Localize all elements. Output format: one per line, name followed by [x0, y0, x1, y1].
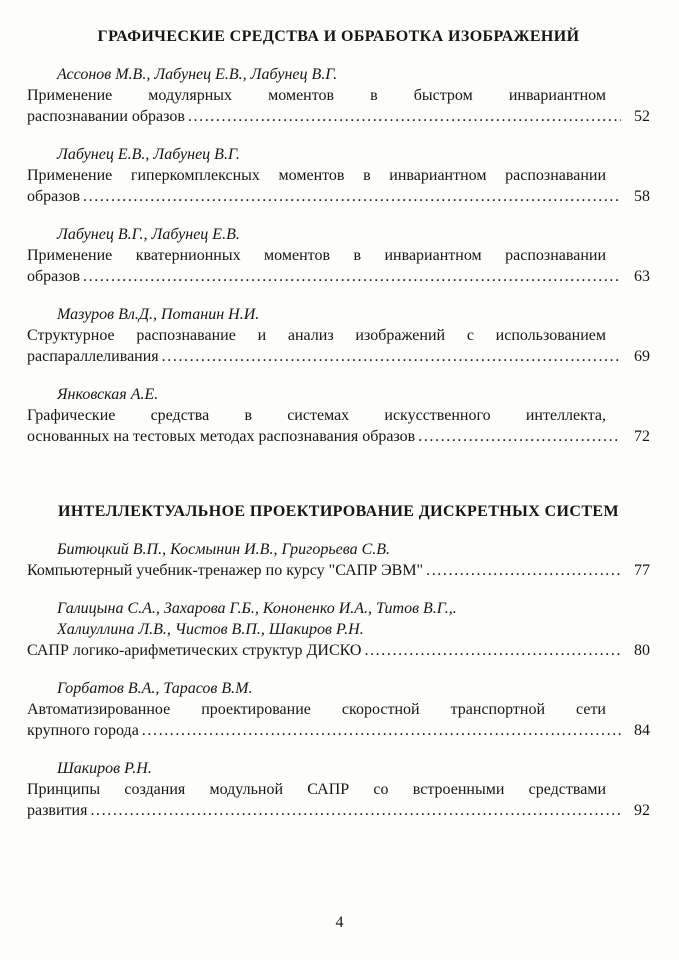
toc-entry — [27, 598, 650, 661]
dots-leader — [418, 426, 621, 447]
dots-leader — [90, 800, 621, 821]
section-heading: ГРАФИЧЕСКИЕ СРЕДСТВА И ОБРАБОТКА ИЗОБРАЖЕНИЙ — [97, 28, 580, 45]
title-last-line — [27, 800, 650, 821]
author-line: Галицына С.А., Захарова Г.Б., Кононенко И.А., Титов В.Г.,. — [57, 600, 457, 617]
page-number: 92 — [634, 802, 650, 819]
toc-entry — [27, 144, 650, 207]
section-discrete-systems — [27, 501, 650, 821]
section-heading: ИНТЕЛЛЕКТУАЛЬНОЕ ПРОЕКТИРОВАНИЕ ДИСКРЕТНЫХ СИСТЕМ — [57, 503, 620, 520]
dots-leader — [142, 720, 621, 741]
page-number: 63 — [634, 268, 650, 285]
dots-leader — [188, 106, 621, 127]
title-line: Автоматизированное проектирование скоростной транспортной сети — [27, 701, 606, 718]
toc-entry — [27, 678, 650, 741]
title-line: Графические средства в системах искусственного интеллекта, — [27, 407, 606, 424]
toc-entry — [27, 224, 650, 287]
toc-entry — [27, 304, 650, 367]
author-line: Горбатов В.А., Тарасов В.М. — [57, 680, 253, 697]
dots-leader — [364, 640, 621, 661]
title-text: образов — [27, 188, 81, 205]
dots-leader — [83, 266, 621, 287]
page-number: 77 — [634, 562, 650, 579]
title-last-line — [27, 186, 650, 207]
author-line: Мазуров Вл.Д., Потанин Н.И. — [57, 306, 260, 323]
toc-entry — [27, 384, 650, 447]
title-text: основанных на тестовых методах распознавания образов — [27, 428, 416, 445]
title-text: развития — [27, 802, 88, 819]
author-line: Битюцкий В.П., Космынин И.В., Григорьева С.В. — [57, 541, 391, 558]
title-last-line — [27, 346, 650, 367]
title-line: Применение кватернионных моментов в инвариантном распознавании — [27, 247, 606, 264]
title-text: образов — [27, 268, 81, 285]
title-last-line — [27, 106, 650, 127]
author-line: Лабунец Е.В., Лабунец В.Г. — [57, 146, 240, 163]
folio-page-number: 4 — [335, 914, 344, 931]
author-line: Янковская А.Е. — [57, 386, 159, 403]
page-number: 80 — [634, 642, 650, 659]
title-text: распознавании образов — [27, 108, 185, 125]
title-last-line — [27, 560, 650, 581]
section-graphics — [27, 26, 650, 447]
title-last-line — [27, 426, 650, 447]
title-last-line — [27, 640, 650, 661]
author-line: Шакиров Р.Н. — [57, 760, 152, 777]
dots-leader — [426, 560, 621, 581]
author-line: Халиуллина Л.В., Чистов В.П., Шакиров Р.Н. — [57, 621, 364, 638]
title-last-line — [27, 720, 650, 741]
title-line: Принципы создания модульной САПР со встроенными средствами — [27, 781, 606, 798]
toc-entry — [27, 539, 650, 581]
dots-leader — [162, 346, 621, 367]
page-number: 84 — [634, 722, 650, 739]
page-number: 72 — [634, 428, 650, 445]
toc-entry — [27, 758, 650, 821]
title-text: САПР логико-арифметических структур ДИСКО — [27, 642, 362, 659]
page-number: 52 — [634, 108, 650, 125]
dots-leader — [83, 186, 621, 207]
title-text: крупного города — [27, 722, 139, 739]
title-line: Применение модулярных моментов в быстром инвариантном — [27, 87, 606, 104]
title-text: Компьютерный учебник-тренажер по курсу "САПР ЭВМ" — [27, 562, 424, 579]
title-text: распараллеливания — [27, 348, 159, 365]
page-number: 69 — [634, 348, 650, 365]
page-number: 58 — [634, 188, 650, 205]
toc-entry — [27, 64, 650, 127]
author-line: Ассонов М.В., Лабунец Е.В., Лабунец В.Г. — [57, 66, 338, 83]
title-line: Структурное распознавание и анализ изображений с использованием — [27, 327, 606, 344]
title-line: Применение гиперкомплексных моментов в инвариантном распознавании — [27, 167, 606, 184]
title-last-line — [27, 266, 650, 287]
author-line: Лабунец В.Г., Лабунец Е.В. — [57, 226, 240, 243]
